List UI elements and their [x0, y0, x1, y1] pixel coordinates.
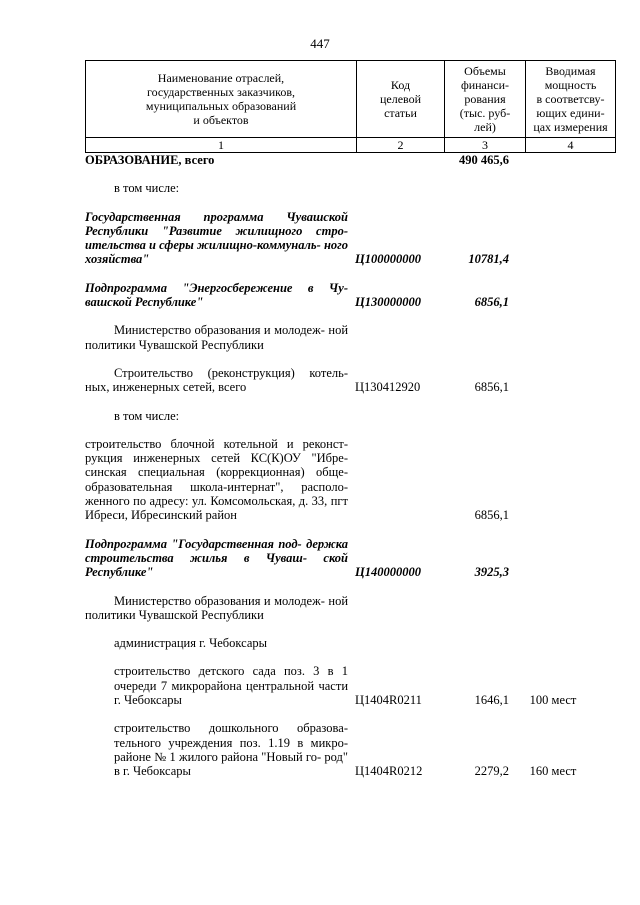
- header-line: целевой: [379, 92, 422, 106]
- row-name: [85, 437, 348, 523]
- row-code: Ц140000000: [355, 565, 421, 580]
- table-row: [85, 210, 595, 267]
- table-body: [85, 153, 595, 779]
- table-row: [85, 181, 595, 195]
- row-name-line: в том числе:: [114, 181, 180, 196]
- row-name-line: районе № 1 жилого района "Новый го-: [114, 749, 322, 764]
- row-name-line: образовательная школа-интернат", располо-: [85, 479, 348, 494]
- table-row: [85, 153, 595, 167]
- table-row: [85, 537, 595, 580]
- column-number: 4: [526, 138, 616, 153]
- row-name-line: Республики "Развитие жилищного стро-: [85, 223, 348, 238]
- row-name-line: рукция инженерных сетей КС(К)ОУ "Ибре-: [85, 451, 348, 466]
- page-number: 447: [310, 36, 330, 51]
- header-col-capacity: [526, 61, 616, 138]
- row-name-line: ской Республике": [85, 550, 348, 580]
- row-name: [85, 323, 348, 352]
- row-capacity: 100 мест: [529, 693, 577, 708]
- row-sum: 3925,3: [474, 565, 509, 580]
- table-row: [85, 409, 595, 423]
- row-name-line: администрация г. Чебоксары: [114, 636, 268, 651]
- row-name-line: род" в г. Чебоксары: [114, 749, 349, 779]
- header-line: рования: [464, 92, 506, 106]
- header-col-code: [357, 61, 445, 138]
- row-name-line: тельного учреждения поз. 1.19 в микро-: [114, 735, 348, 750]
- row-name-line: строительство блочной котельной и реконст-: [85, 436, 348, 451]
- row-sum: 1646,1: [474, 693, 509, 708]
- row-name: [85, 594, 348, 623]
- row-name-line: ной политики Чувашской Республики: [85, 593, 349, 622]
- header-line: лей): [474, 120, 496, 134]
- row-sum: 490 465,6: [459, 153, 509, 167]
- row-name-line: ОБРАЗОВАНИЕ, всего: [85, 153, 215, 167]
- row-sum: 6856,1: [474, 508, 509, 523]
- row-name-line: ной политики Чувашской Республики: [85, 323, 349, 352]
- row-name-line: ного хозяйства": [85, 238, 349, 267]
- row-capacity: 160 мест: [529, 764, 577, 779]
- row-name-line: в том числе:: [114, 408, 180, 423]
- row-name-line: Государственная программа Чувашской: [85, 209, 348, 224]
- row-name-line: части г. Чебоксары: [114, 678, 349, 708]
- row-name-line: женного по адресу: ул. Комсомольская,: [85, 494, 296, 509]
- row-sum: 6856,1: [474, 380, 509, 395]
- row-name-line: строительство детского сада поз. 3: [114, 664, 320, 679]
- table-row: [85, 721, 595, 778]
- table-row: [85, 366, 595, 395]
- row-code: Ц130412920: [355, 380, 421, 395]
- header-line: (тыс. руб-: [459, 106, 511, 120]
- row-name-line: Подпрограмма "Государственная под-: [85, 536, 302, 551]
- header-line: государственных заказчиков,: [146, 85, 296, 99]
- row-name: [85, 664, 348, 707]
- row-name-line: ительства и сферы жилищно-коммуналь-: [85, 238, 321, 253]
- row-name: [85, 210, 348, 267]
- row-name: [85, 181, 348, 195]
- row-name: [85, 281, 348, 310]
- header-line: Код: [390, 78, 411, 92]
- row-name: [85, 721, 348, 778]
- row-name-line: Строительство (реконструкция) котель-: [114, 365, 348, 380]
- row-name-line: в 1 очереди 7 микрорайона центральной: [114, 664, 348, 693]
- row-code: Ц1404R0212: [355, 764, 423, 779]
- row-name-line: ных, инженерных сетей, всего: [85, 380, 247, 395]
- table-row: [85, 594, 595, 623]
- table-header: [85, 60, 616, 153]
- row-name-line: Министерство образования и молодеж-: [114, 593, 325, 608]
- row-name-line: Министерство образования и молодеж-: [114, 323, 325, 338]
- table-row: [85, 636, 595, 650]
- header-line: в соответсву-: [536, 92, 605, 106]
- table-row: [85, 437, 595, 523]
- column-number: 2: [357, 138, 445, 153]
- header-line: и объектов: [193, 113, 249, 127]
- header-line: статьи: [384, 106, 417, 120]
- row-sum: 10781,4: [468, 252, 509, 267]
- row-sum: 2279,2: [474, 764, 509, 779]
- header-line: финанси-: [460, 78, 510, 92]
- row-code: Ц1404R0211: [355, 693, 422, 708]
- row-name: [85, 537, 348, 580]
- column-number: 1: [86, 138, 357, 153]
- row-name: [85, 366, 348, 395]
- header-line: Объемы: [464, 64, 506, 78]
- row-name-line: держка строительства жилья в Чуваш-: [85, 536, 348, 565]
- row-code: Ц100000000: [355, 252, 421, 267]
- table-row: [85, 323, 595, 352]
- header-line: Вводимая: [545, 64, 596, 78]
- row-name: [85, 153, 348, 167]
- header-line: муниципальных образований: [145, 99, 297, 113]
- row-sum: 6856,1: [474, 295, 509, 310]
- row-name-line: д. 33, пгт Ибреси, Ибресинский район: [85, 494, 348, 523]
- row-name-line: Подпрограмма "Энергосбережение в Чу-: [85, 280, 348, 295]
- row-name-line: вашской Республике": [85, 295, 204, 310]
- header-line: ющих едини-: [536, 106, 605, 120]
- header-col-name: [86, 61, 357, 138]
- table-row: [85, 664, 595, 707]
- row-name-line: синская специальная (коррекционная) обще-: [85, 465, 348, 480]
- row-name: [85, 636, 348, 650]
- row-name-line: строительство дошкольного образова-: [114, 721, 348, 736]
- header-line: мощность: [544, 78, 597, 92]
- row-name: [85, 409, 348, 423]
- header-line: цах измерения: [533, 120, 608, 134]
- header-line: Наименование отраслей,: [157, 71, 285, 85]
- header-col-sum: [445, 61, 526, 138]
- table-row: [85, 281, 595, 310]
- row-code: Ц130000000: [355, 295, 421, 310]
- column-number: 3: [445, 138, 526, 153]
